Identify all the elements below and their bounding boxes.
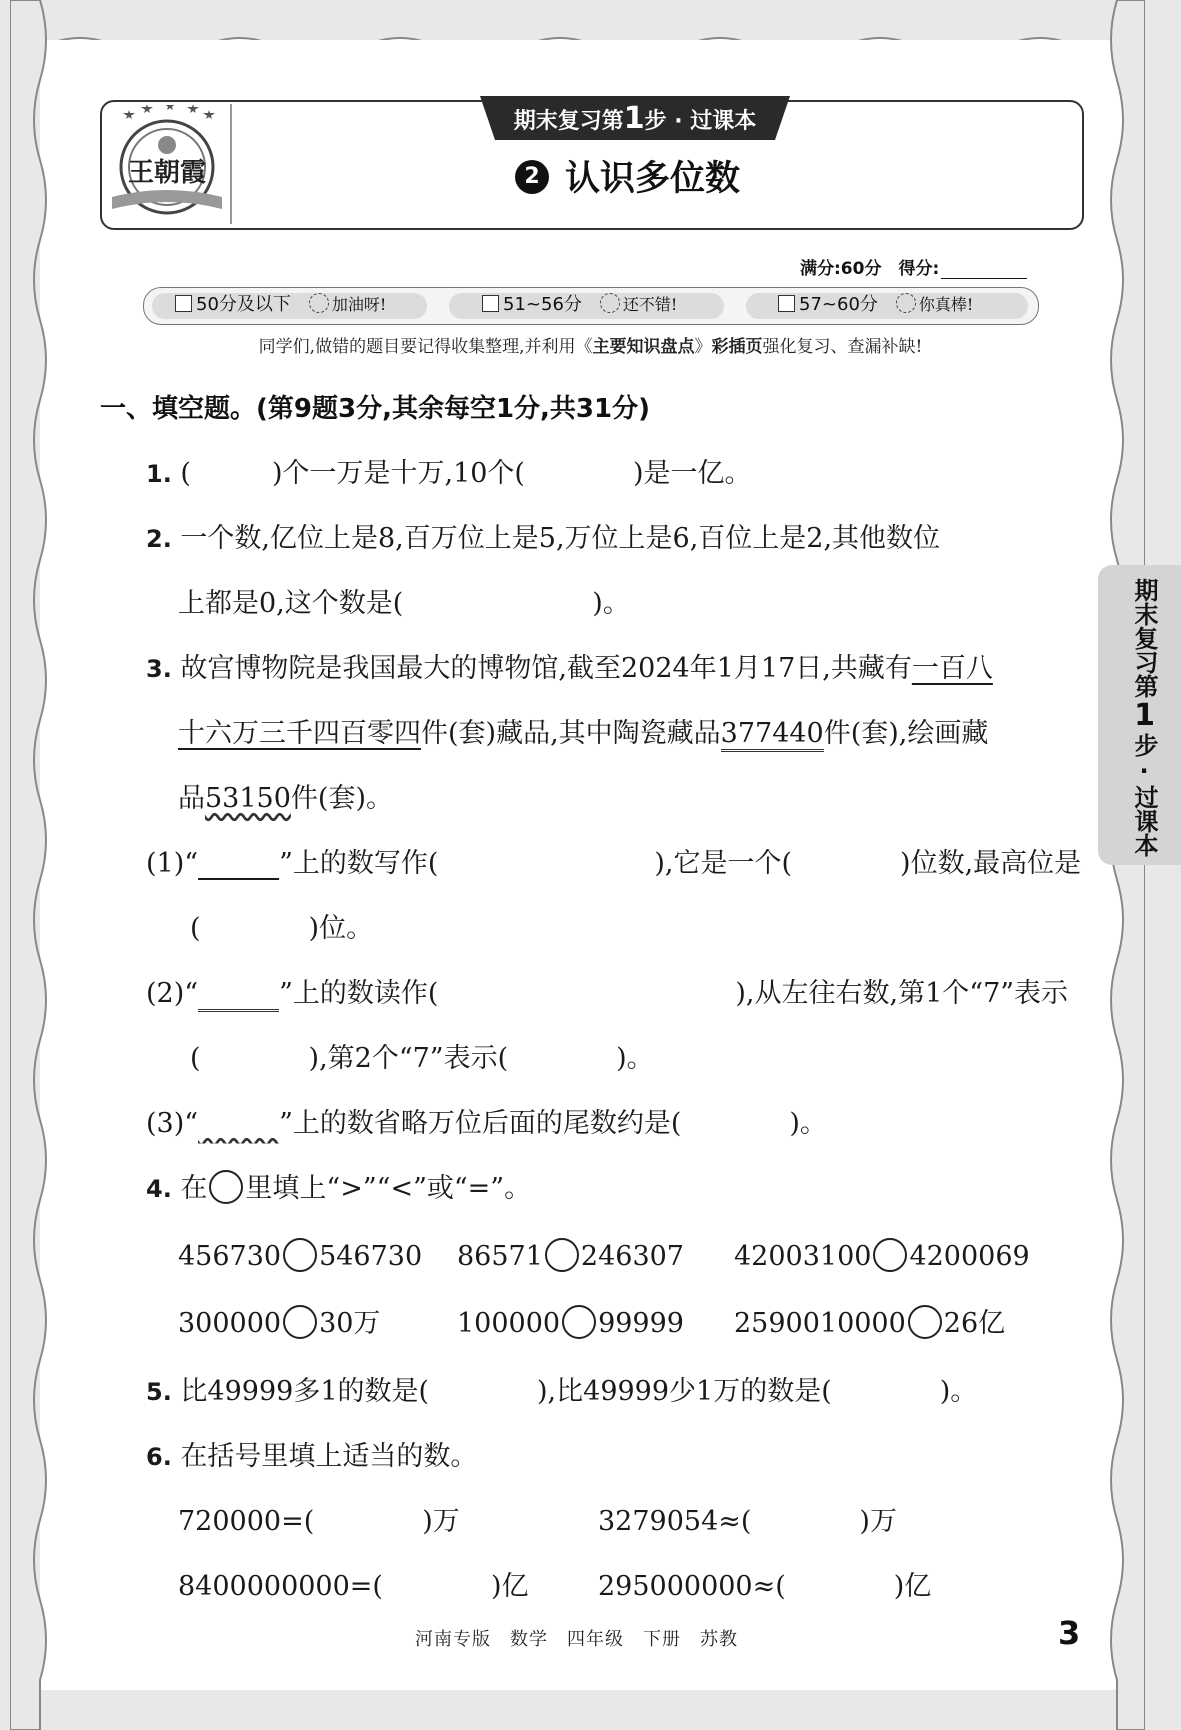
question-3-line-1: 3. 故宫博物院是我国最大的博物馆,截至2024年1月17日,共藏有一百八 [146, 653, 993, 684]
fill-item-1: 720000=( )万 [178, 1506, 460, 1537]
evaluation-option-1[interactable]: 50分及以下 加油呀! [175, 290, 386, 320]
brand-logo [112, 105, 222, 220]
question-3-sub-1: (1)“ ”上的数写作( ),它是一个( )位数,最高位是 [146, 848, 1082, 879]
checkbox-icon[interactable] [175, 295, 192, 312]
unit-number-badge: 2 [515, 160, 549, 194]
fill-item-2: 3279054≈( )万 [598, 1506, 897, 1537]
question-3-line-3: 品53150件(套)。 [178, 783, 393, 814]
side-tab-label: 期末复习第1步·过课本 [1127, 578, 1162, 857]
smiley-icon [309, 293, 329, 313]
question-2-line-1: 2. 一个数,亿位上是8,百万位上是5,万位上是6,百位上是2,其他数位 [146, 523, 941, 554]
checkbox-icon[interactable] [778, 295, 795, 312]
page-wave-edge-left [10, 0, 50, 1730]
compare-item-4: 300000 30万 [178, 1304, 380, 1344]
compare-circle-input[interactable] [283, 1238, 317, 1272]
fill-item-4: 295000000≈( )亿 [598, 1571, 932, 1602]
compare-circle-input[interactable] [908, 1305, 942, 1339]
question-3-sub-2: (2)“ ”上的数读作( ),从左往右数,第1个“7”表示 [146, 974, 1068, 1014]
compare-item-3: 42003100 4200069 [734, 1237, 1030, 1277]
compare-circle-input[interactable] [873, 1238, 907, 1272]
score-blank[interactable] [941, 260, 1027, 279]
question-3-sub-1-cont: ( )位。 [190, 913, 374, 944]
compare-circle-input[interactable] [283, 1305, 317, 1339]
question-3-sub-2-cont: ( ),第2个“7”表示( )。 [190, 1043, 654, 1074]
compare-item-5: 100000 99999 [457, 1304, 684, 1344]
page-wave-edge-right [1105, 0, 1145, 1730]
compare-item-1: 456730 546730 [178, 1237, 422, 1277]
compare-item-2: 86571 246307 [457, 1237, 684, 1277]
section-title: 一、填空题。(第9题3分,其余每空1分,共31分) [100, 394, 650, 424]
footer-edition: 河南专版 数学 四年级 下册 苏教 [415, 1629, 738, 1650]
smiley-icon [600, 293, 620, 313]
question-3-line-2: 十六万三千四百零四件(套)藏品,其中陶瓷藏品377440件(套),绘画藏 [178, 714, 988, 754]
checkbox-icon[interactable] [482, 295, 499, 312]
compare-circle-input[interactable] [562, 1305, 596, 1339]
question-2-line-2: 上都是0,这个数是( )。 [178, 588, 630, 619]
study-tip: 同学们,做错的题目要记得收集整理,并利用《主要知识盘点》彩插页强化复习、查漏补缺! [258, 337, 923, 357]
question-6: 6. 在括号里填上适当的数。 [146, 1441, 478, 1472]
step-tab-label: 期末复习第1步 · 过课本 [513, 101, 757, 136]
question-1: 1. ( )个一万是十万,10个( )是一亿。 [146, 458, 752, 489]
compare-item-6: 2590010000 26亿 [734, 1304, 1005, 1344]
compare-circle-input[interactable] [545, 1238, 579, 1272]
evaluation-option-2[interactable]: 51~56分 还不错! [482, 290, 677, 320]
evaluation-option-3[interactable]: 57~60分 你真棒! [778, 290, 973, 320]
smiley-icon [896, 293, 916, 313]
header-divider [230, 104, 232, 224]
svg-text:王朝霞: 王朝霞 [127, 158, 207, 188]
question-5: 5. 比49999多1的数是( ),比49999少1万的数是( )。 [146, 1376, 978, 1407]
page-number: 3 [1058, 1614, 1081, 1652]
circle-blank-icon [209, 1170, 243, 1204]
unit-title: 2 认识多位数 [515, 152, 740, 206]
fill-item-3: 8400000000=( )亿 [178, 1571, 529, 1602]
question-4: 4. 在 里填上“>”“<”或“=”。 [146, 1169, 531, 1209]
score-line: 满分:60分 得分: [800, 254, 1027, 279]
question-3-sub-3: (3)“ ”上的数省略万位后面的尾数约是( )。 [146, 1108, 827, 1139]
